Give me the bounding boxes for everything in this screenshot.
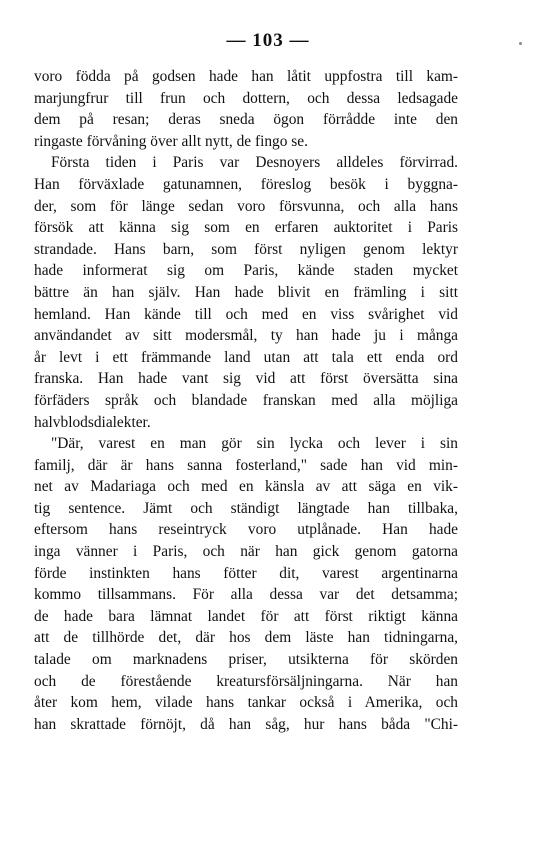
- text-line: åter kom hem, vilade hans tankar också i Amerika, och: [34, 694, 458, 712]
- text-line: att de tillhörde det, där hos dem läste han tidningarna,: [34, 629, 458, 647]
- text-line: försök att känna sig som en erfaren auktoritet i Paris: [34, 219, 458, 237]
- text-line: bättre än han själv. Han hade blivit en främling i sitt: [34, 283, 458, 301]
- page-number: — 103 —: [226, 30, 310, 51]
- body-text: [34, 66, 458, 735]
- text-line: och de förestående kreatursförsäljningarna. När han: [34, 672, 458, 690]
- text-line: förfäders språk och blandade franskan med alla möjliga: [34, 391, 458, 409]
- text-line: marjungfrur till frun och dottern, och dessa ledsagade: [34, 89, 458, 107]
- text-line: franska. Han hade vant sig vid att först översätta sina: [34, 370, 458, 388]
- text-line: ringaste förvåning över allt nytt, de fingo se.: [34, 132, 308, 150]
- text-line: "Där, varest en man gör sin lycka och lever i sin: [51, 435, 458, 453]
- text-line: net av Madariaga och med en känsla av att säga en vik-: [34, 478, 458, 496]
- text-line: Första tiden i Paris var Desnoyers alldeles förvirrad.: [51, 154, 458, 172]
- text-line: halvblodsdialekter.: [34, 413, 151, 431]
- text-line: förde instinkten hans fötter dit, varest argentinarna: [34, 564, 458, 582]
- text-line: hade informerat sig om Paris, kände staden mycket: [34, 262, 458, 280]
- text-line: tig sentence. Jämt och ständigt längtade han tillbaka,: [34, 499, 458, 517]
- text-line: der, som för länge sedan voro försvunna, och alla hans: [34, 197, 458, 215]
- text-line: han skrattade förnöjt, då han såg, hur hans båda "Chi-: [34, 715, 458, 733]
- text-line: användandet av sitt modersmål, ty han hade ju i många: [34, 327, 458, 345]
- text-line: dem på resan; deras sneda ögon förrådde inte den: [34, 111, 458, 129]
- text-line: eftersom hans reseintryck voro utplånade. Han hade: [34, 521, 458, 539]
- text-line: familj, där är hans sanna fosterland," sade han vid min-: [34, 456, 458, 474]
- text-line: år levt i ett främmande land utan att tala ett enda ord: [34, 348, 458, 366]
- text-line: inga vänner i Paris, och när han gick genom gatorna: [34, 543, 458, 561]
- text-line: hemland. Han kände till och med en viss svårighet vid: [34, 305, 458, 323]
- paper-speck: [519, 42, 522, 45]
- text-line: Han förväxlade gatunamnen, föreslog besök i byggna-: [34, 175, 458, 193]
- text-line: voro födda på godsen hade han låtit uppfostra till kam-: [34, 68, 458, 85]
- text-line: talade om marknadens priser, utsikterna för skörden: [34, 651, 458, 669]
- text-line: kommo tillsammans. För alla dessa var det detsamma;: [34, 586, 458, 604]
- text-line: strandade. Hans barn, som först nyligen genom lektyr: [34, 240, 458, 258]
- text-line: de hade bara lämnat landet för att först riktigt känna: [34, 607, 458, 625]
